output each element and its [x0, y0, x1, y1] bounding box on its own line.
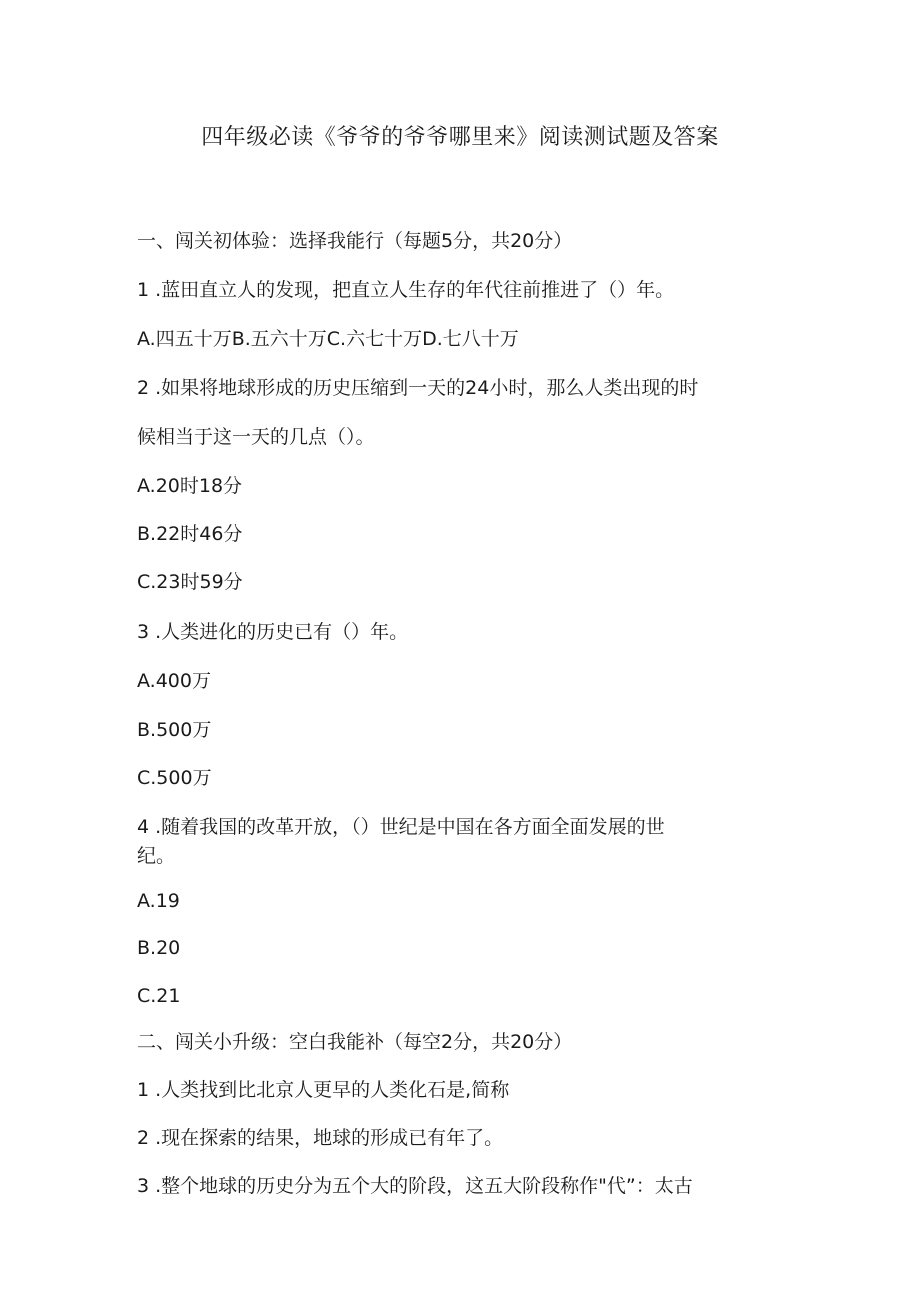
question-3-option-b: B.500万	[137, 719, 212, 741]
fill-question-1: 1 .人类找到比北京人更早的人类化石是,简称	[137, 1079, 510, 1101]
question-3: 3 .人类进化的历史已有（）年。	[137, 621, 409, 643]
question-2-option-a: A.20时18分	[137, 475, 243, 497]
question-4-option-c: C.21	[137, 985, 181, 1007]
question-4-continued: 纪。	[137, 845, 176, 867]
question-2-option-c: C.23时59分	[137, 571, 243, 593]
section-heading-1: 一、闯关初体验：选择我能行（每题5分，共20分）	[137, 230, 573, 252]
question-1-options: A.四五十万B.五六十万C.六七十万D.七八十万	[137, 328, 519, 350]
question-4: 4 .随着我国的改革开放，（）世纪是中国在各方面全面发展的世	[137, 816, 665, 838]
question-2-option-b: B.22时46分	[137, 523, 243, 545]
document-title: 四年级必读《爷爷的爷爷哪里来》阅读测试题及答案	[201, 125, 719, 150]
question-1: 1 .蓝田直立人的发现，把直立人生存的年代往前推进了（）年。	[137, 279, 675, 301]
question-4-option-b: B.20	[137, 937, 181, 959]
question-2: 2 .如果将地球形成的历史压缩到一天的24小时，那么人类出现的时	[137, 377, 699, 399]
fill-question-2: 2 .现在探索的结果，地球的形成已有年了。	[137, 1127, 504, 1149]
section-heading-2: 二、闯关小升级：空白我能补（每空2分，共20分）	[137, 1031, 573, 1053]
question-4-option-a: A.19	[137, 890, 180, 912]
question-2-continued: 候相当于这一天的几点（）。	[137, 426, 375, 448]
fill-question-3: 3 .整个地球的历史分为五个大的阶段，这五大阶段称作"代”：太古	[137, 1175, 693, 1197]
question-3-option-c: C.500万	[137, 767, 212, 789]
question-3-option-a: A.400万	[137, 670, 211, 692]
